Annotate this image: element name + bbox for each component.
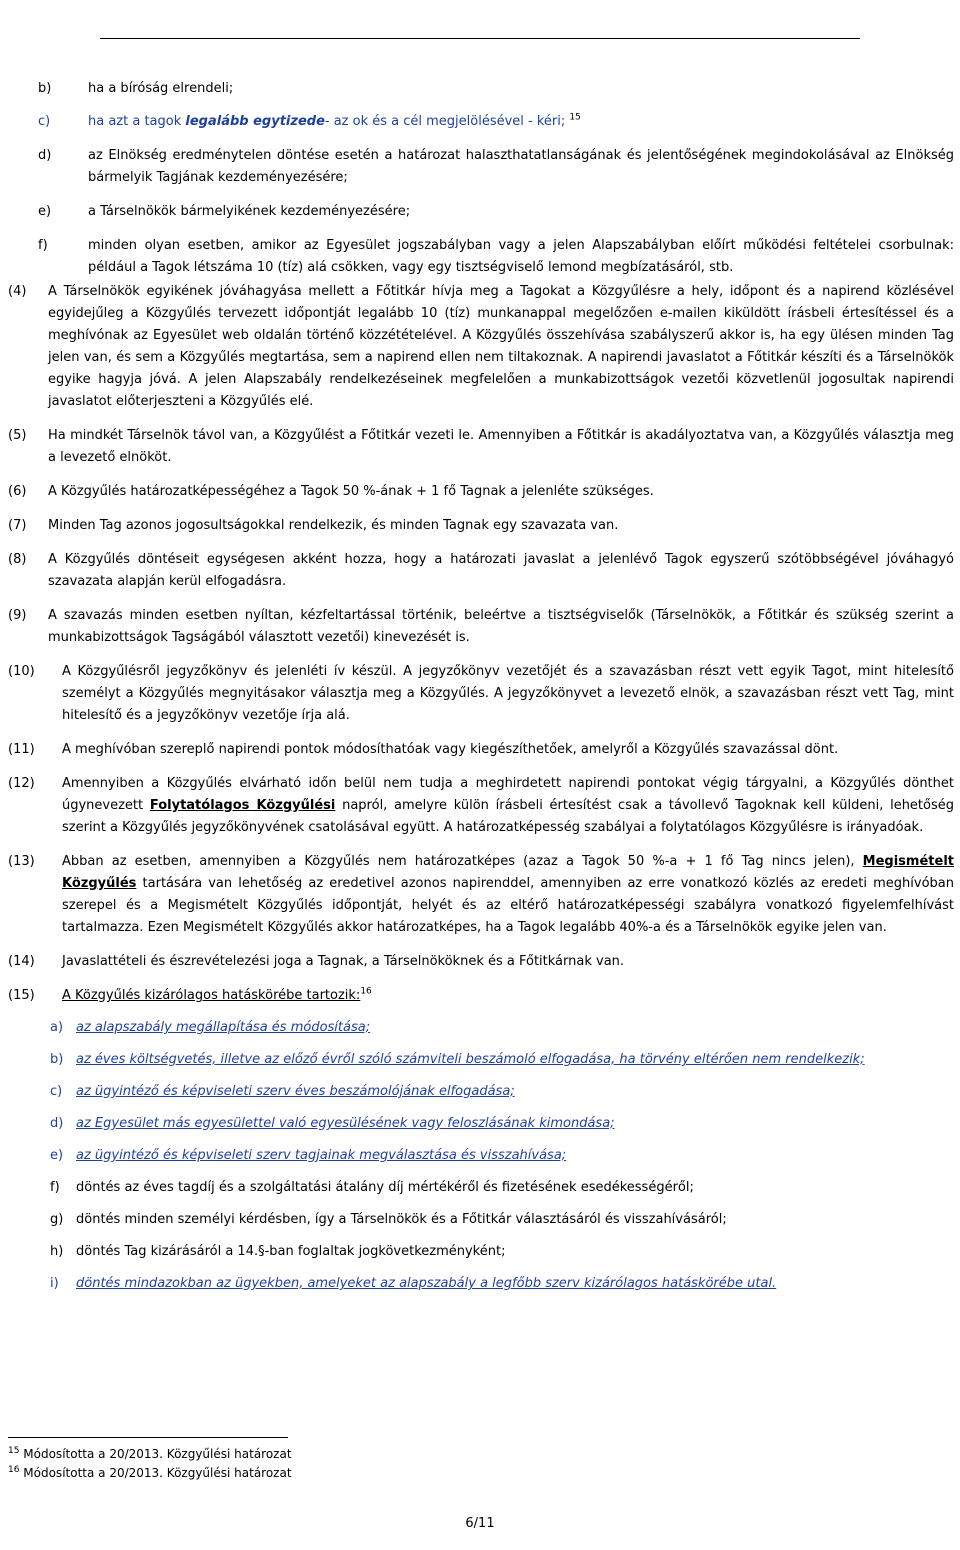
page-header (0, 0, 960, 42)
item-e (8, 201, 954, 223)
paragraph-number: (10) (8, 664, 35, 679)
footnote-number: 15 (8, 1446, 20, 1456)
paragraph-text: Amennyiben a Közgyűlés elvárható időn belül nem tudja a meghirdetett napirendi pontokat végig tárgyalni, a Közgyűlés dönthet úgynevezett (62, 776, 954, 813)
paragraph-text: Minden Tag azonos jogosultságokkal rendelkezik, és minden Tagnak egy szavazata van. (48, 518, 619, 533)
item-text: a Társelnökök bármelyikének kezdeményezésére; (88, 204, 411, 219)
paragraph-number: (9) (8, 608, 27, 623)
competence-text: az éves költségvetés, illetve az előző évről szóló számviteli beszámoló elfogadása, ha törvény eltérően nem rendelkezik; (76, 1052, 865, 1067)
competence-item (8, 1049, 954, 1071)
competence-item (8, 1145, 954, 1167)
paragraph-text: Abban az esetben, amennyiben a Közgyűlés nem határozatképes (azaz a Tagok 50 %-a + 1 fő Tag nincs jelen), (62, 854, 863, 869)
paragraph-number: (14) (8, 954, 35, 969)
paragraph-8 (8, 549, 954, 593)
paragraph-13 (8, 851, 954, 939)
paragraph-7 (8, 515, 954, 537)
competence-label: e) (50, 1148, 64, 1163)
paragraph-number: (11) (8, 742, 35, 757)
competence-text: döntés Tag kizárásáról a 14.§-ban foglaltak jogkövetkezményként; (76, 1244, 506, 1259)
item-c (8, 111, 954, 133)
item-text: ha a bíróság elrendeli; (88, 81, 234, 96)
defined-term: Folytatólagos Közgyűlési (149, 798, 336, 813)
competence-label: c) (50, 1084, 63, 1099)
paragraph-text: A szavazás minden esetben nyíltan, kézfeltartással történik, beleértve a tisztségviselők (Társelnökök, a Főtitkár és szükség szerint a munkabizottságok Tagságából választott vezetői) kinevezését is. (48, 608, 954, 645)
paragraph-text: Ha mindkét Társelnök távol van, a Közgyűlést a Főtitkár vezeti le. Amennyiben a Főtitkár is akadályoztatva van, a Közgyűlés választja meg a levezető elnököt. (48, 428, 954, 465)
item-label: d) (38, 148, 52, 163)
item-f (8, 235, 954, 279)
paragraph-15 (8, 985, 954, 1007)
paragraph-number: (5) (8, 428, 27, 443)
paragraph-4 (8, 281, 954, 413)
competence-text: az ügyintéző és képviseleti szerv tagjainak megválasztása és visszahívása; (76, 1148, 567, 1163)
paragraph-number: (12) (8, 776, 35, 791)
competence-item (8, 1017, 954, 1039)
paragraph-14 (8, 951, 954, 973)
page-number: 6/11 (465, 1516, 495, 1531)
paragraph-number: (8) (8, 552, 27, 567)
footnote-ref[interactable]: 16 (360, 986, 372, 997)
item-label: c) (38, 114, 51, 129)
defined-term: Megismételt Közgyűlés (62, 854, 954, 891)
competence-item (8, 1241, 954, 1263)
competence-label: a) (50, 1020, 64, 1035)
competence-label: d) (50, 1116, 64, 1131)
paragraph-number: (7) (8, 518, 27, 533)
item-emphasis: legalább egytizede (185, 114, 325, 129)
paragraph-5 (8, 425, 954, 469)
competence-label: g) (50, 1212, 64, 1227)
competence-item (8, 1113, 954, 1135)
item-b (8, 78, 954, 100)
paragraph-text: A Közgyűlés kizárólagos hatáskörébe tartozik: (62, 988, 361, 1003)
competence-item (8, 1081, 954, 1103)
competence-label: f) (50, 1180, 60, 1195)
competence-text: döntés minden személyi kérdésben, így a Társelnökök és a Főtitkár választásáról és visszahívásáról; (76, 1212, 727, 1227)
footnote-text: Módosította a 20/2013. Közgyűlési határozat (23, 1447, 292, 1461)
paragraph-number: (15) (8, 988, 35, 1003)
paragraph-9 (8, 605, 954, 649)
paragraph-text: A Közgyűlés döntéseit egységesen akként hozza, hogy a határozati javaslat a jelenlévő Tagok egyszerű szótöbbségével jóváhagyó szavazata alapján kerül elfogadásra. (48, 552, 954, 589)
footnote-16 (8, 1465, 292, 1481)
competence-text: döntés mindazokban az ügyekben, amelyeket az alapszabály a legfőbb szerv kizárólagos hatáskörébe utal. (76, 1276, 777, 1291)
paragraph-text: A Társelnökök egyikének jóváhagyása mellett a Főtitkár hívja meg a Tagokat a Közgyűlésre a hely, időpont és a napirend közlésével egyidejűleg a Közgyűlés tervezett időpontját legalább 10 (tíz) munkanappal megelőzően e-mailen kiküldött írásbeli értesítéssel és a meghívónak az Egyesület web oldalán történő közzétételével. A Közgyűlés összehívása szabályszerű akkor is, ha egy ülésen minden Tag jelen van, és sem a Közgyűlés megtartása, sem a napirend ellen nem tiltakoznak. A napirendi javaslatot a Főtitkár készíti és a Társelnökök egyike hagyja jóvá. A jelen Alapszabály rendelkezéseinek megfelelően a munkabizottságok vezetői közvetlenül jogosultak napirendi javaslatot előterjeszteni a Közgyűlés elé. (48, 284, 954, 409)
paragraph-10 (8, 661, 954, 727)
paragraph-11 (8, 739, 954, 761)
paragraph-text-end: tartására van lehetőség az eredetivel azonos napirenddel, amennyiben az erre vonatkozó közlés az eredeti meghívóban szerepel és a Megismételt Közgyűlés időpontját, helyét és az eltérő határozatképességi szabályra vonatkozó figyelemfelhívást tartalmazza. Ezen Megismételt Közgyűlés akkor határozatképes, ha a Tagok legalább 40%-a és a Társelnökök egyike jelen van. (62, 876, 954, 935)
competence-label: i) (50, 1276, 59, 1291)
competence-text: az alapszabály megállapítása és módosítása; (76, 1020, 371, 1035)
item-label: e) (38, 204, 52, 219)
header-title: ECR Magyarország Egyesület – Alapszabály 2013. szeptember 06. napja (0, 2, 960, 22)
paragraph-number: (6) (8, 484, 27, 499)
competence-item (8, 1177, 954, 1199)
item-text: az Elnökség eredménytelen döntése esetén a határozat halaszthatatlanságának és jelentőségének megindokolásával az Elnökség bármelyik Tagjának kezdeményezésére; (88, 148, 954, 185)
item-label: f) (38, 238, 48, 253)
item-text-end: - az ok és a cél megjelölésével - kéri; (324, 114, 566, 129)
paragraph-text: Javaslattételi és észrevételezési joga a Tagnak, a Társelnököknek és a Főtitkárnak van. (62, 954, 625, 969)
paragraph-number: (13) (8, 854, 35, 869)
footnote-divider (8, 1437, 288, 1438)
paragraph-text-end: napról, amelyre külön írásbeli értesítést csak a távollevő Tagoknak kell küldeni, lehetőség szerint a Közgyűlés jegyzőkönyvének csatolásával együtt. A határozatképesség szabályai a folytatólagos Közgyűlésre is irányadóak. (62, 798, 954, 835)
competence-text: döntés az éves tagdíj és a szolgáltatási átalány díj mértékéről és fizetésének esedékességéről; (76, 1180, 694, 1195)
paragraph-number: (4) (8, 284, 27, 299)
document-body (8, 70, 954, 1295)
competence-list (8, 1017, 954, 1295)
competence-text: az ügyintéző és képviseleti szerv éves beszámolójának elfogadása; (76, 1084, 515, 1099)
item-text: minden olyan esetben, amikor az Egyesület jogszabályban vagy a jelen Alapszabályban előírt működési feltételei csorbulnak: például a Tagok létszáma 10 (tíz) alá csökken, vagy egy tisztségviselő lemond megbízatásáról, stb. (88, 238, 954, 275)
footnote-ref[interactable]: 15 (569, 112, 581, 123)
competence-text: az Egyesület más egyesülettel való egyesülésének vagy feloszlásának kimondása; (76, 1116, 615, 1131)
competence-label: h) (50, 1244, 64, 1259)
paragraph-12 (8, 773, 954, 839)
item-label: b) (38, 81, 52, 96)
header-divider (100, 38, 860, 39)
paragraph-6 (8, 481, 954, 503)
item-text: ha azt a tagok (88, 114, 186, 129)
paragraph-text: A Közgyűlés határozatképességéhez a Tagok 50 %-ának + 1 fő Tagnak a jelenléte szükséges. (48, 484, 654, 499)
paragraph-text: A meghívóban szereplő napirendi pontok módosíthatóak vagy kiegészíthetőek, amelyről a Közgyűlés szavazással dönt. (62, 742, 839, 757)
footnote-text: Módosította a 20/2013. Közgyűlési határozat (23, 1466, 292, 1480)
footnote-number: 16 (8, 1465, 20, 1475)
item-d (8, 145, 954, 189)
competence-label: b) (50, 1052, 64, 1067)
footnote-15 (8, 1446, 292, 1462)
competence-item (8, 1209, 954, 1231)
paragraph-text: A Közgyűlésről jegyzőkönyv és jelenléti ív készül. A jegyzőkönyv vezetőjét és a szavazásban részt vett egyik Tagot, mint hitelesítő személyt a Közgyűlés megnyitásakor választja meg a Közgyűlés. A jegyzőkönyvet a levezető elnök, a szavazásban részt vett Tag, mint hitelesítő és a jegyzőkönyv vezetője írja alá. (62, 664, 954, 723)
competence-item (8, 1273, 954, 1295)
